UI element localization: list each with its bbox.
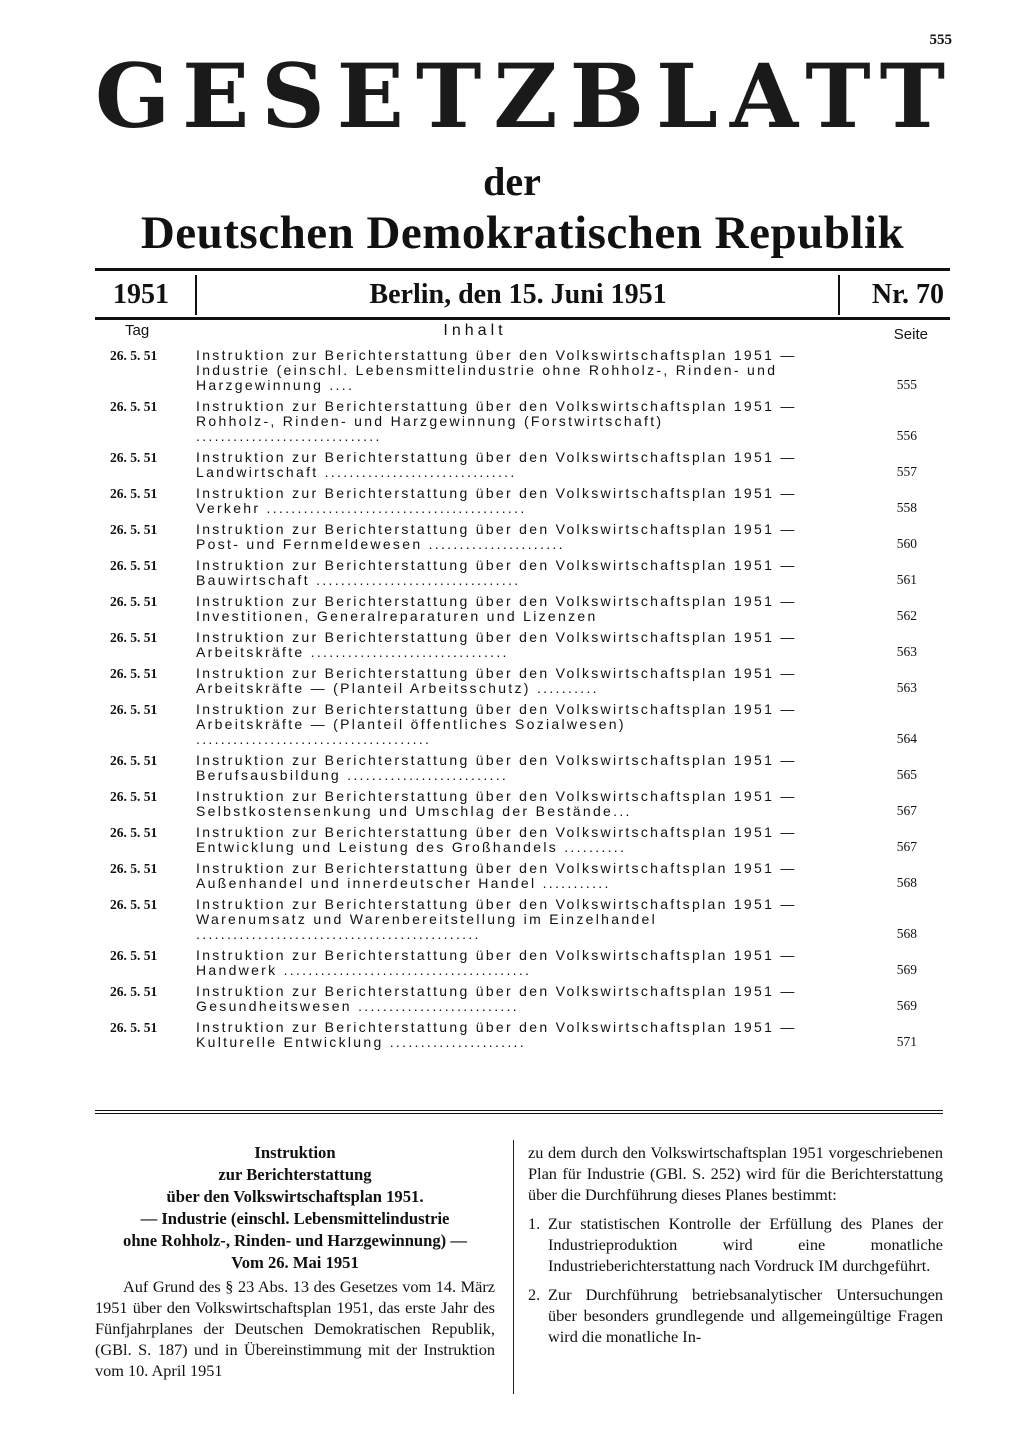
toc-entry-page: 562 bbox=[896, 608, 917, 623]
article-date: Vom 26. Mai 1951 bbox=[231, 1253, 359, 1272]
issue-number: Nr. 70 bbox=[871, 279, 944, 310]
article-intro: Auf Grund des § 23 Abs. 13 des Gesetzes vom 14. März 1951 über den Volkswirtschaftsplan 1951, das erste Jahr des Fünfjahrplanes der Deutschen Demokratischen Republik, (GBl. S. 187) und in Übereinstimmung mit der Instruktion vom 10. April 1951 bbox=[95, 1277, 495, 1380]
toc-entry-title: Instruktion zur Berichterstattung über den Volkswirtschaftsplan 1951 — Bauwirtschaft ................................. bbox=[196, 557, 797, 588]
masthead-der: der bbox=[483, 159, 541, 204]
issue-bar bbox=[95, 268, 950, 320]
toc-entry bbox=[110, 522, 925, 552]
toc-entry-page: 564 bbox=[896, 731, 917, 746]
toc-entry-title: Instruktion zur Berichterstattung über den Volkswirtschaftsplan 1951 — Verkehr .......................................... bbox=[196, 485, 797, 516]
toc-entry-page: 565 bbox=[896, 767, 917, 782]
issue-date: Berlin, den 15. Juni 1951 bbox=[369, 279, 667, 310]
toc-col-tag: Tag bbox=[125, 322, 150, 339]
toc-entry-date: 26. 5. 51 bbox=[110, 897, 158, 912]
issue-divider bbox=[195, 275, 197, 315]
toc-entry-page: 568 bbox=[896, 926, 917, 941]
article-continuation: zu dem durch den Volkswirtschaftsplan 1951 vorgeschriebenen Plan für Industrie (GBl. S. 252) wird für die Berichterstattung über die Durchführung dieses Planes bestimmt: bbox=[528, 1143, 943, 1204]
toc-entry-date: 26. 5. 51 bbox=[110, 348, 158, 363]
toc-entry-date: 26. 5. 51 bbox=[110, 753, 158, 768]
toc-entry bbox=[110, 666, 925, 696]
toc-entry-title: Instruktion zur Berichterstattung über den Volkswirtschaftsplan 1951 — Industrie (einschl. Lebensmittelindustrie ohne Rohholz-, Rinden- und Harzgewinnung .... bbox=[196, 347, 797, 393]
toc-entry-page: 571 bbox=[896, 1034, 917, 1049]
toc-entry-title: Instruktion zur Berichterstattung über den Volkswirtschaftsplan 1951 — Kulturelle Entwicklung ...................... bbox=[196, 1019, 797, 1050]
toc-entry-date: 26. 5. 51 bbox=[110, 558, 158, 573]
section-divider bbox=[95, 1110, 943, 1114]
toc-entry bbox=[110, 450, 925, 480]
toc-entry-title: Instruktion zur Berichterstattung über den Volkswirtschaftsplan 1951 — Post- und Fernmeldewesen ...................... bbox=[196, 521, 797, 552]
toc-entry-page: 561 bbox=[896, 572, 917, 587]
article-heading: Instruktion bbox=[254, 1143, 336, 1162]
toc-entry-date: 26. 5. 51 bbox=[110, 522, 158, 537]
toc-entry-page: 563 bbox=[896, 680, 917, 695]
issue-divider bbox=[838, 275, 840, 315]
toc-entry-title: Instruktion zur Berichterstattung über den Volkswirtschaftsplan 1951 — Entwicklung und Leistung des Großhandels .......... bbox=[196, 824, 797, 855]
toc-entry bbox=[110, 348, 925, 393]
toc-entry-title: Instruktion zur Berichterstattung über den Volkswirtschaftsplan 1951 — Berufsausbildung .......................... bbox=[196, 752, 797, 783]
toc-col-seite: Seite bbox=[893, 326, 928, 343]
toc-entry bbox=[110, 984, 925, 1014]
toc-entry bbox=[110, 630, 925, 660]
article-right-column bbox=[528, 1142, 943, 1347]
toc-entry-date: 26. 5. 51 bbox=[110, 789, 158, 804]
page-number: 555 bbox=[929, 32, 952, 48]
toc-entry-page: 569 bbox=[896, 962, 917, 977]
toc-entry bbox=[110, 399, 925, 444]
toc-entry bbox=[110, 861, 925, 891]
toc-entry bbox=[110, 753, 925, 783]
masthead-republic: Deutschen Demokratischen Republik bbox=[140, 207, 905, 259]
toc-entry-title: Instruktion zur Berichterstattung über den Volkswirtschaftsplan 1951 — Handwerk ........................................ bbox=[196, 947, 797, 978]
toc-entry-title: Instruktion zur Berichterstattung über den Volkswirtschaftsplan 1951 — Investitionen, Generalreparaturen und Lizenzen bbox=[196, 593, 797, 624]
toc-entry-title: Instruktion zur Berichterstattung über den Volkswirtschaftsplan 1951 — Warenumsatz und Warenbereitstellung im Einzelhandel .............................................. bbox=[196, 896, 797, 942]
issue-year: 1951 bbox=[113, 279, 169, 310]
toc-entry-date: 26. 5. 51 bbox=[110, 486, 158, 501]
toc-entry-date: 26. 5. 51 bbox=[110, 948, 158, 963]
article-item-text: Zur Durchführung betriebsanalytischer Untersuchungen über besonders grundlegende und allgemeingültige Fragen wird die monatliche In- bbox=[548, 1285, 943, 1346]
toc-entry-page: 568 bbox=[896, 875, 917, 890]
toc-entry-date: 26. 5. 51 bbox=[110, 825, 158, 840]
toc-entry-title: Instruktion zur Berichterstattung über den Volkswirtschaftsplan 1951 — Außenhandel und innerdeutscher Handel ........... bbox=[196, 860, 797, 891]
article-heading: zur Berichterstattung bbox=[218, 1165, 372, 1184]
toc-entry-date: 26. 5. 51 bbox=[110, 666, 158, 681]
toc-entry-date: 26. 5. 51 bbox=[110, 594, 158, 609]
article-heading: über den Volkswirtschaftsplan 1951. bbox=[166, 1187, 424, 1206]
toc-entry-date: 26. 5. 51 bbox=[110, 399, 158, 414]
column-divider bbox=[513, 1140, 514, 1394]
article-left-column bbox=[95, 1142, 495, 1381]
toc-entry-date: 26. 5. 51 bbox=[110, 450, 158, 465]
article-item-text: Zur statistischen Kontrolle der Erfüllung des Planes der Industrieproduktion wird eine monatliche Industrieberichterstattung nach Vordruck IM durchgeführt. bbox=[548, 1214, 943, 1275]
toc-entry-title: Instruktion zur Berichterstattung über den Volkswirtschaftsplan 1951 — Arbeitskräfte — (Planteil öffentliches Sozialwesen) ...................................... bbox=[196, 701, 797, 747]
toc-entry bbox=[110, 486, 925, 516]
toc-entry-page: 560 bbox=[896, 536, 917, 551]
toc-col-inhalt: Inhalt bbox=[443, 322, 507, 339]
toc-entry-title: Instruktion zur Berichterstattung über den Volkswirtschaftsplan 1951 — Arbeitskräfte ................................ bbox=[196, 629, 797, 660]
article-item bbox=[528, 1213, 943, 1276]
toc-entry bbox=[110, 789, 925, 819]
toc-entry-title: Instruktion zur Berichterstattung über den Volkswirtschaftsplan 1951 — Gesundheitswesen .......................... bbox=[196, 983, 797, 1014]
article-heading: — Industrie (einschl. Lebensmittelindustrie bbox=[140, 1209, 450, 1228]
toc-entry-page: 563 bbox=[896, 644, 917, 659]
toc-entry-date: 26. 5. 51 bbox=[110, 984, 158, 999]
toc-entry bbox=[110, 594, 925, 624]
toc-entry bbox=[110, 558, 925, 588]
toc-entry-page: 567 bbox=[896, 839, 917, 854]
toc-entry bbox=[110, 897, 925, 942]
toc-entry-page: 557 bbox=[896, 464, 917, 479]
toc-entry-title: Instruktion zur Berichterstattung über den Volkswirtschaftsplan 1951 — Rohholz-, Rinden- und Harzgewinnung (Forstwirtschaft) .............................. bbox=[196, 398, 797, 444]
article-item bbox=[528, 1284, 943, 1347]
toc-entry bbox=[110, 825, 925, 855]
article-item-number: 2. bbox=[528, 1285, 541, 1304]
toc-entry-title: Instruktion zur Berichterstattung über den Volkswirtschaftsplan 1951 — Arbeitskräfte — (Planteil Arbeitsschutz) .......... bbox=[196, 665, 797, 696]
toc-entry-title: Instruktion zur Berichterstattung über den Volkswirtschaftsplan 1951 — Selbstkostensenkung und Umschlag der Bestände... bbox=[196, 788, 797, 819]
toc-entry-page: 567 bbox=[896, 803, 917, 818]
toc-entry-page: 555 bbox=[896, 377, 917, 392]
toc-entry bbox=[110, 702, 925, 747]
toc-entry-page: 569 bbox=[896, 998, 917, 1013]
article-item-number: 1. bbox=[528, 1214, 541, 1233]
toc-entry-date: 26. 5. 51 bbox=[110, 630, 158, 645]
toc-entry-date: 26. 5. 51 bbox=[110, 861, 158, 876]
toc-entry-page: 556 bbox=[896, 428, 917, 443]
table-of-contents bbox=[110, 348, 925, 1056]
masthead-title: GESETZBLATT bbox=[95, 44, 958, 148]
toc-entry bbox=[110, 948, 925, 978]
toc-entry-date: 26. 5. 51 bbox=[110, 702, 158, 717]
article-heading: ohne Rohholz-, Rinden- und Harzgewinnung) — bbox=[123, 1231, 467, 1250]
toc-entry-page: 558 bbox=[896, 500, 917, 515]
toc-entry-date: 26. 5. 51 bbox=[110, 1020, 158, 1035]
toc-entry bbox=[110, 1020, 925, 1050]
toc-entry-title: Instruktion zur Berichterstattung über den Volkswirtschaftsplan 1951 — Landwirtschaft ............................... bbox=[196, 449, 797, 480]
